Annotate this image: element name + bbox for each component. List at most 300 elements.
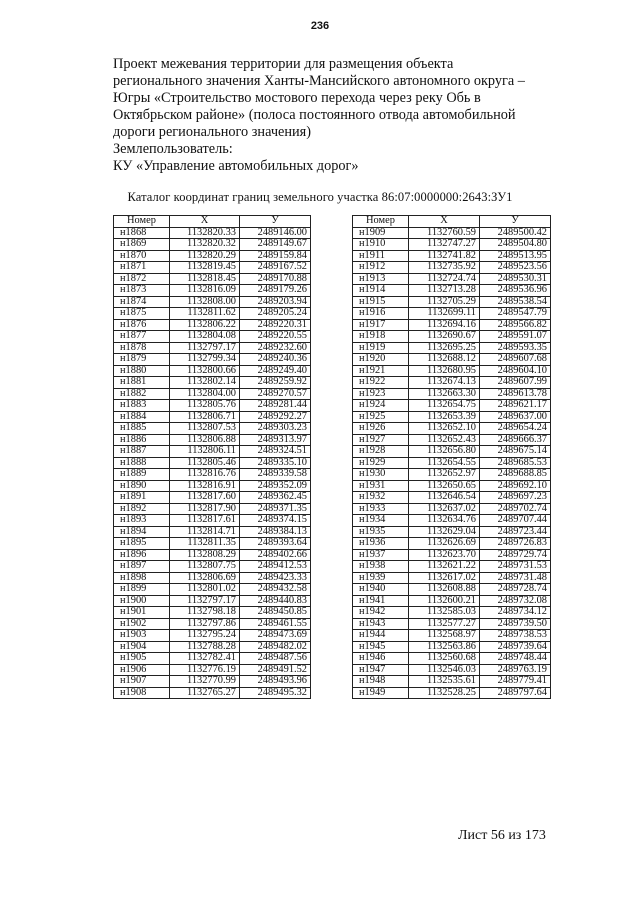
title-line: Октябрьском районе» (полоса постоянного отвода автомобильной: [113, 107, 516, 123]
y-coordinate-cell: 2489249.40: [240, 365, 311, 377]
table-row: [114, 250, 311, 262]
y-coordinate-cell: 2489593.35: [480, 342, 551, 354]
table-row: [353, 342, 551, 354]
x-coordinate-cell: 1132817.61: [170, 515, 240, 527]
y-coordinate-cell: 2489697.23: [480, 492, 551, 504]
x-coordinate-cell: 1132806.22: [170, 319, 240, 331]
table-row: [353, 377, 551, 389]
point-number-cell: н1873: [114, 285, 170, 297]
y-coordinate-cell: 2489482.02: [240, 641, 311, 653]
y-coordinate-cell: 2489450.85: [240, 607, 311, 619]
x-coordinate-cell: 1132765.27: [170, 687, 240, 699]
table-row: [114, 515, 311, 527]
point-number-cell: н1943: [353, 618, 409, 630]
table-row: [114, 434, 311, 446]
point-number-cell: н1948: [353, 676, 409, 688]
x-coordinate-cell: 1132629.04: [409, 526, 480, 538]
x-coordinate-cell: 1132652.43: [409, 434, 480, 446]
point-number-cell: н1911: [353, 250, 409, 262]
x-coordinate-cell: 1132528.25: [409, 687, 480, 699]
point-number-cell: н1900: [114, 595, 170, 607]
table-row: [114, 319, 311, 331]
x-coordinate-cell: 1132705.29: [409, 296, 480, 308]
point-number-cell: н1893: [114, 515, 170, 527]
table-row: [353, 457, 551, 469]
point-number-cell: н1906: [114, 664, 170, 676]
point-number-cell: н1933: [353, 503, 409, 515]
table-row: [114, 641, 311, 653]
y-coordinate-cell: 2489461.55: [240, 618, 311, 630]
x-coordinate-cell: 1132674.13: [409, 377, 480, 389]
x-coordinate-cell: 1132797.86: [170, 618, 240, 630]
y-coordinate-cell: 2489259.92: [240, 377, 311, 389]
y-coordinate-cell: 2489324.51: [240, 446, 311, 458]
table-row: [114, 446, 311, 458]
point-number-cell: н1944: [353, 630, 409, 642]
y-coordinate-cell: 2489179.26: [240, 285, 311, 297]
point-number-cell: н1927: [353, 434, 409, 446]
table-row: [353, 227, 551, 239]
y-coordinate-cell: 2489702.74: [480, 503, 551, 515]
x-coordinate-cell: 1132801.02: [170, 584, 240, 596]
point-number-cell: н1885: [114, 423, 170, 435]
y-coordinate-cell: 2489240.36: [240, 354, 311, 366]
y-coordinate-cell: 2489797.64: [480, 687, 551, 699]
table-row: [353, 319, 551, 331]
point-number-cell: н1914: [353, 285, 409, 297]
point-number-cell: н1896: [114, 549, 170, 561]
y-coordinate-cell: 2489731.48: [480, 572, 551, 584]
table-row: [114, 492, 311, 504]
point-number-cell: н1935: [353, 526, 409, 538]
point-number-cell: н1894: [114, 526, 170, 538]
x-coordinate-cell: 1132623.70: [409, 549, 480, 561]
title-line: Проект межевания территории для размещения объекта: [113, 56, 454, 72]
point-number-cell: н1878: [114, 342, 170, 354]
table-row: [353, 561, 551, 573]
point-number-cell: н1905: [114, 653, 170, 665]
y-coordinate-cell: 2489393.64: [240, 538, 311, 550]
header-y: У: [240, 216, 311, 228]
point-number-cell: н1947: [353, 664, 409, 676]
table-row: [353, 641, 551, 653]
table-row: [114, 377, 311, 389]
y-coordinate-cell: 2489688.85: [480, 469, 551, 481]
x-coordinate-cell: 1132804.08: [170, 331, 240, 343]
point-number-cell: н1926: [353, 423, 409, 435]
land-user-label: Землепользователь:: [113, 141, 233, 157]
table-row: [353, 250, 551, 262]
x-coordinate-cell: 1132820.29: [170, 250, 240, 262]
table-row: [114, 262, 311, 274]
y-coordinate-cell: 2489728.74: [480, 584, 551, 596]
table-row: [114, 411, 311, 423]
table-row: [114, 342, 311, 354]
x-coordinate-cell: 1132680.95: [409, 365, 480, 377]
x-coordinate-cell: 1132811.62: [170, 308, 240, 320]
x-coordinate-cell: 1132713.28: [409, 285, 480, 297]
table-row: [114, 354, 311, 366]
table-row: [114, 607, 311, 619]
point-number-cell: н1919: [353, 342, 409, 354]
x-coordinate-cell: 1132805.46: [170, 457, 240, 469]
table-row: [353, 354, 551, 366]
point-number-cell: н1932: [353, 492, 409, 504]
table-row: [114, 423, 311, 435]
y-coordinate-cell: 2489493.96: [240, 676, 311, 688]
table-row: [353, 687, 551, 699]
point-number-cell: н1918: [353, 331, 409, 343]
point-number-cell: н1928: [353, 446, 409, 458]
table-row: [353, 308, 551, 320]
header-y: У: [480, 216, 551, 228]
table-row: [114, 388, 311, 400]
x-coordinate-cell: 1132688.12: [409, 354, 480, 366]
y-coordinate-cell: 2489732.08: [480, 595, 551, 607]
table-row: [353, 239, 551, 251]
y-coordinate-cell: 2489707.44: [480, 515, 551, 527]
x-coordinate-cell: 1132800.66: [170, 365, 240, 377]
y-coordinate-cell: 2489220.55: [240, 331, 311, 343]
table-row: [353, 526, 551, 538]
point-number-cell: н1949: [353, 687, 409, 699]
y-coordinate-cell: 2489738.53: [480, 630, 551, 642]
x-coordinate-cell: 1132807.75: [170, 561, 240, 573]
table-row: [353, 434, 551, 446]
y-coordinate-cell: 2489763.19: [480, 664, 551, 676]
table-row: [353, 262, 551, 274]
y-coordinate-cell: 2489335.10: [240, 457, 311, 469]
table-row: [114, 503, 311, 515]
x-coordinate-cell: 1132663.30: [409, 388, 480, 400]
table-row: [353, 630, 551, 642]
table-row: [353, 664, 551, 676]
point-number-cell: н1939: [353, 572, 409, 584]
y-coordinate-cell: 2489303.23: [240, 423, 311, 435]
point-number-cell: н1898: [114, 572, 170, 584]
x-coordinate-cell: 1132817.90: [170, 503, 240, 515]
y-coordinate-cell: 2489423.33: [240, 572, 311, 584]
point-number-cell: н1890: [114, 480, 170, 492]
point-number-cell: н1902: [114, 618, 170, 630]
y-coordinate-cell: 2489513.95: [480, 250, 551, 262]
point-number-cell: н1891: [114, 492, 170, 504]
table-row: [114, 469, 311, 481]
header-number: Номер: [353, 216, 409, 228]
point-number-cell: н1922: [353, 377, 409, 389]
table-row: [114, 308, 311, 320]
title-line: Югры «Строительство мостового перехода через реку Обь в: [113, 90, 481, 106]
x-coordinate-cell: 1132816.91: [170, 480, 240, 492]
table-row: [114, 239, 311, 251]
y-coordinate-cell: 2489352.09: [240, 480, 311, 492]
y-coordinate-cell: 2489491.52: [240, 664, 311, 676]
point-number-cell: н1942: [353, 607, 409, 619]
point-number-cell: н1920: [353, 354, 409, 366]
x-coordinate-cell: 1132804.00: [170, 388, 240, 400]
y-coordinate-cell: 2489232.60: [240, 342, 311, 354]
point-number-cell: н1879: [114, 354, 170, 366]
point-number-cell: н1888: [114, 457, 170, 469]
x-coordinate-cell: 1132814.71: [170, 526, 240, 538]
y-coordinate-cell: 2489384.13: [240, 526, 311, 538]
y-coordinate-cell: 2489607.99: [480, 377, 551, 389]
point-number-cell: н1887: [114, 446, 170, 458]
x-coordinate-cell: 1132797.17: [170, 342, 240, 354]
y-coordinate-cell: 2489523.56: [480, 262, 551, 274]
table-row: [353, 365, 551, 377]
point-number-cell: н1913: [353, 273, 409, 285]
x-coordinate-cell: 1132568.97: [409, 630, 480, 642]
table-row: [353, 549, 551, 561]
header-x: X: [170, 216, 240, 228]
table-row: [353, 331, 551, 343]
x-coordinate-cell: 1132741.82: [409, 250, 480, 262]
x-coordinate-cell: 1132735.92: [409, 262, 480, 274]
x-coordinate-cell: 1132802.14: [170, 377, 240, 389]
point-number-cell: н1904: [114, 641, 170, 653]
y-coordinate-cell: 2489402.66: [240, 549, 311, 561]
x-coordinate-cell: 1132797.17: [170, 595, 240, 607]
point-number-cell: н1908: [114, 687, 170, 699]
coordinates-table-right: [352, 215, 551, 699]
table-row: [353, 469, 551, 481]
table-row: [353, 607, 551, 619]
y-coordinate-cell: 2489739.50: [480, 618, 551, 630]
y-coordinate-cell: 2489500.42: [480, 227, 551, 239]
point-number-cell: н1912: [353, 262, 409, 274]
x-coordinate-cell: 1132656.80: [409, 446, 480, 458]
table-row: [353, 388, 551, 400]
x-coordinate-cell: 1132808.00: [170, 296, 240, 308]
point-number-cell: н1915: [353, 296, 409, 308]
x-coordinate-cell: 1132577.27: [409, 618, 480, 630]
point-number-cell: н1930: [353, 469, 409, 481]
y-coordinate-cell: 2489613.78: [480, 388, 551, 400]
title-line: дороги регионального значения): [113, 124, 312, 140]
point-number-cell: н1884: [114, 411, 170, 423]
header-number: Номер: [114, 216, 170, 228]
x-coordinate-cell: 1132799.34: [170, 354, 240, 366]
y-coordinate-cell: 2489723.44: [480, 526, 551, 538]
y-coordinate-cell: 2489654.24: [480, 423, 551, 435]
y-coordinate-cell: 2489536.96: [480, 285, 551, 297]
y-coordinate-cell: 2489432.58: [240, 584, 311, 596]
y-coordinate-cell: 2489734.12: [480, 607, 551, 619]
y-coordinate-cell: 2489313.97: [240, 434, 311, 446]
y-coordinate-cell: 2489167.52: [240, 262, 311, 274]
point-number-cell: н1916: [353, 308, 409, 320]
table-row: [353, 296, 551, 308]
point-number-cell: н1871: [114, 262, 170, 274]
point-number-cell: н1872: [114, 273, 170, 285]
table-row: [114, 687, 311, 699]
point-number-cell: н1946: [353, 653, 409, 665]
y-coordinate-cell: 2489637.00: [480, 411, 551, 423]
sheet-footer: Лист 56 из 173: [458, 828, 546, 843]
point-number-cell: н1931: [353, 480, 409, 492]
y-coordinate-cell: 2489729.74: [480, 549, 551, 561]
y-coordinate-cell: 2489675.14: [480, 446, 551, 458]
title-line: регионального значения Ханты-Мансийского автономного округа –: [113, 73, 525, 89]
x-coordinate-cell: 1132817.60: [170, 492, 240, 504]
y-coordinate-cell: 2489146.00: [240, 227, 311, 239]
y-coordinate-cell: 2489149.67: [240, 239, 311, 251]
y-coordinate-cell: 2489607.68: [480, 354, 551, 366]
table-row: [353, 285, 551, 297]
point-number-cell: н1936: [353, 538, 409, 550]
point-number-cell: н1909: [353, 227, 409, 239]
y-coordinate-cell: 2489779.41: [480, 676, 551, 688]
table-row: [353, 492, 551, 504]
x-coordinate-cell: 1132654.75: [409, 400, 480, 412]
y-coordinate-cell: 2489292.27: [240, 411, 311, 423]
y-coordinate-cell: 2489731.53: [480, 561, 551, 573]
table-row: [114, 227, 311, 239]
y-coordinate-cell: 2489487.56: [240, 653, 311, 665]
x-coordinate-cell: 1132546.03: [409, 664, 480, 676]
x-coordinate-cell: 1132805.76: [170, 400, 240, 412]
table-row: [353, 538, 551, 550]
table-row: [114, 400, 311, 412]
table-row: [114, 618, 311, 630]
x-coordinate-cell: 1132747.27: [409, 239, 480, 251]
x-coordinate-cell: 1132608.88: [409, 584, 480, 596]
y-coordinate-cell: 2489530.31: [480, 273, 551, 285]
table-row: [114, 549, 311, 561]
x-coordinate-cell: 1132816.09: [170, 285, 240, 297]
y-coordinate-cell: 2489666.37: [480, 434, 551, 446]
y-coordinate-cell: 2489538.54: [480, 296, 551, 308]
point-number-cell: н1917: [353, 319, 409, 331]
point-number-cell: н1938: [353, 561, 409, 573]
x-coordinate-cell: 1132695.25: [409, 342, 480, 354]
x-coordinate-cell: 1132798.18: [170, 607, 240, 619]
y-coordinate-cell: 2489739.64: [480, 641, 551, 653]
table-row: [114, 273, 311, 285]
y-coordinate-cell: 2489547.79: [480, 308, 551, 320]
point-number-cell: н1877: [114, 331, 170, 343]
table-row: [353, 273, 551, 285]
x-coordinate-cell: 1132653.39: [409, 411, 480, 423]
x-coordinate-cell: 1132788.28: [170, 641, 240, 653]
point-number-cell: н1945: [353, 641, 409, 653]
point-number-cell: н1899: [114, 584, 170, 596]
table-row: [114, 526, 311, 538]
y-coordinate-cell: 2489495.32: [240, 687, 311, 699]
x-coordinate-cell: 1132560.68: [409, 653, 480, 665]
table-row: [114, 664, 311, 676]
point-number-cell: н1870: [114, 250, 170, 262]
x-coordinate-cell: 1132816.76: [170, 469, 240, 481]
y-coordinate-cell: 2489374.15: [240, 515, 311, 527]
y-coordinate-cell: 2489566.82: [480, 319, 551, 331]
x-coordinate-cell: 1132634.76: [409, 515, 480, 527]
table-row: [114, 480, 311, 492]
y-coordinate-cell: 2489371.35: [240, 503, 311, 515]
x-coordinate-cell: 1132694.16: [409, 319, 480, 331]
x-coordinate-cell: 1132818.45: [170, 273, 240, 285]
table-row: [114, 561, 311, 573]
table-row: [114, 584, 311, 596]
y-coordinate-cell: 2489205.24: [240, 308, 311, 320]
point-number-cell: н1895: [114, 538, 170, 550]
coordinates-table-left: [113, 215, 311, 699]
table-row: [114, 365, 311, 377]
x-coordinate-cell: 1132795.24: [170, 630, 240, 642]
x-coordinate-cell: 1132652.97: [409, 469, 480, 481]
table-row: [114, 676, 311, 688]
y-coordinate-cell: 2489685.53: [480, 457, 551, 469]
table-row: [353, 411, 551, 423]
table-row: [353, 423, 551, 435]
point-number-cell: н1941: [353, 595, 409, 607]
point-number-cell: н1901: [114, 607, 170, 619]
y-coordinate-cell: 2489504.80: [480, 239, 551, 251]
y-coordinate-cell: 2489159.84: [240, 250, 311, 262]
page-number: 236: [310, 20, 330, 32]
point-number-cell: н1869: [114, 239, 170, 251]
x-coordinate-cell: 1132690.67: [409, 331, 480, 343]
x-coordinate-cell: 1132806.71: [170, 411, 240, 423]
point-number-cell: н1934: [353, 515, 409, 527]
y-coordinate-cell: 2489621.17: [480, 400, 551, 412]
table-row: [353, 584, 551, 596]
point-number-cell: н1874: [114, 296, 170, 308]
x-coordinate-cell: 1132820.32: [170, 239, 240, 251]
table-row: [353, 515, 551, 527]
x-coordinate-cell: 1132776.19: [170, 664, 240, 676]
project-title: [113, 56, 583, 175]
table-row: [353, 676, 551, 688]
x-coordinate-cell: 1132699.11: [409, 308, 480, 320]
point-number-cell: н1882: [114, 388, 170, 400]
point-number-cell: н1924: [353, 400, 409, 412]
x-coordinate-cell: 1132646.54: [409, 492, 480, 504]
x-coordinate-cell: 1132806.88: [170, 434, 240, 446]
point-number-cell: н1892: [114, 503, 170, 515]
point-number-cell: н1889: [114, 469, 170, 481]
x-coordinate-cell: 1132807.53: [170, 423, 240, 435]
land-user-name: КУ «Управление автомобильных дорог»: [113, 158, 359, 174]
table-row: [353, 446, 551, 458]
x-coordinate-cell: 1132806.69: [170, 572, 240, 584]
point-number-cell: н1929: [353, 457, 409, 469]
point-number-cell: н1910: [353, 239, 409, 251]
x-coordinate-cell: 1132535.61: [409, 676, 480, 688]
point-number-cell: н1875: [114, 308, 170, 320]
y-coordinate-cell: 2489473.69: [240, 630, 311, 642]
x-coordinate-cell: 1132600.21: [409, 595, 480, 607]
x-coordinate-cell: 1132650.65: [409, 480, 480, 492]
y-coordinate-cell: 2489170.88: [240, 273, 311, 285]
x-coordinate-cell: 1132637.02: [409, 503, 480, 515]
y-coordinate-cell: 2489339.58: [240, 469, 311, 481]
point-number-cell: н1881: [114, 377, 170, 389]
point-number-cell: н1880: [114, 365, 170, 377]
table-row: [114, 595, 311, 607]
y-coordinate-cell: 2489412.53: [240, 561, 311, 573]
x-coordinate-cell: 1132782.41: [170, 653, 240, 665]
point-number-cell: н1907: [114, 676, 170, 688]
x-coordinate-cell: 1132563.86: [409, 641, 480, 653]
table-row: [114, 653, 311, 665]
header-x: X: [409, 216, 480, 228]
point-number-cell: н1876: [114, 319, 170, 331]
table-row: [114, 457, 311, 469]
table-row: [114, 630, 311, 642]
y-coordinate-cell: 2489748.44: [480, 653, 551, 665]
